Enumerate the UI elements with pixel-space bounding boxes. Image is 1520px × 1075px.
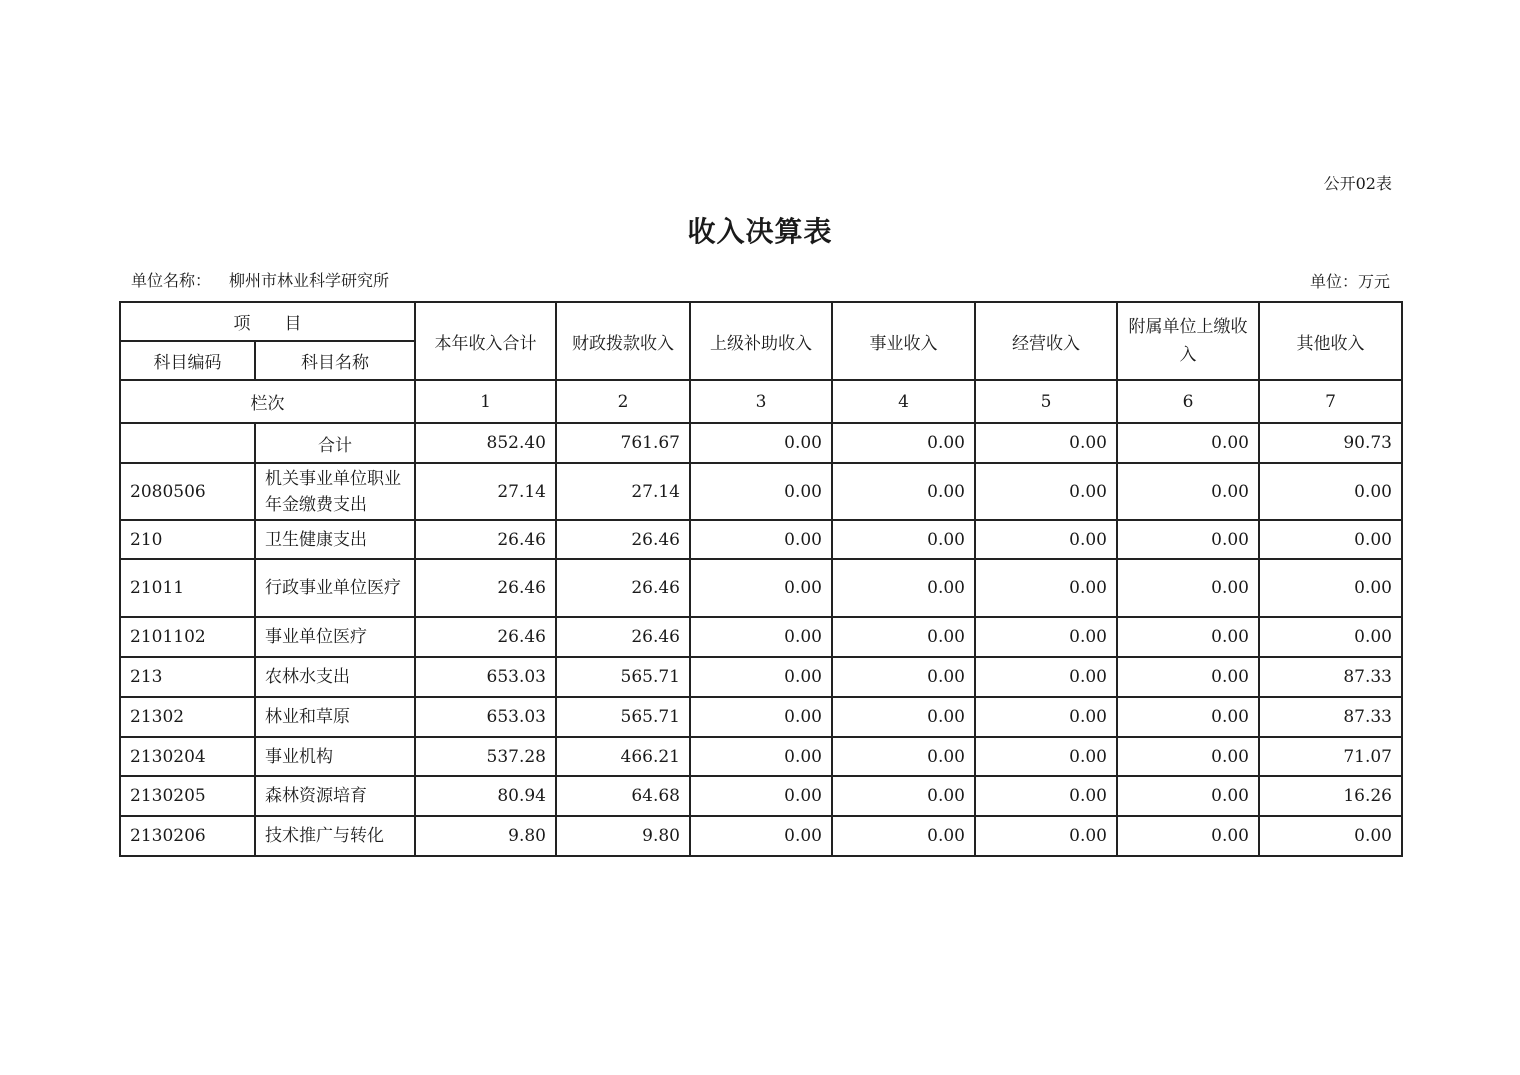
- row-code: 2101102: [120, 617, 255, 657]
- row-value: 0.00: [1117, 776, 1259, 816]
- table-row: [120, 737, 1402, 776]
- row-value: 26.46: [415, 559, 556, 617]
- row-name: 机关事业单位职业年金缴费支出: [255, 463, 415, 520]
- index-cell: 1: [415, 380, 556, 423]
- header-col: 财政拨款收入: [556, 302, 690, 380]
- row-value: 0.00: [690, 463, 832, 520]
- row-value: 466.21: [556, 737, 690, 776]
- row-code: 213: [120, 657, 255, 697]
- row-name: 森林资源培育: [255, 776, 415, 816]
- row-value: 80.94: [415, 776, 556, 816]
- row-value: 26.46: [415, 617, 556, 657]
- row-value: 0.00: [1259, 559, 1402, 617]
- total-label: 合计: [255, 423, 415, 463]
- row-value: 0.00: [975, 776, 1117, 816]
- row-value: 0.00: [1117, 463, 1259, 520]
- total-value: 0.00: [1117, 423, 1259, 463]
- header-col: 上级补助收入: [690, 302, 832, 380]
- row-value: 0.00: [690, 657, 832, 697]
- total-value: 0.00: [690, 423, 832, 463]
- header-col: 事业收入: [832, 302, 975, 380]
- row-value: 27.14: [415, 463, 556, 520]
- row-value: 0.00: [1259, 520, 1402, 559]
- row-value: 9.80: [415, 816, 556, 856]
- row-value: 26.46: [415, 520, 556, 559]
- row-name: 技术推广与转化: [255, 816, 415, 856]
- total-value: 761.67: [556, 423, 690, 463]
- row-value: 87.33: [1259, 697, 1402, 737]
- index-label: 栏次: [120, 380, 415, 423]
- row-value: 0.00: [832, 520, 975, 559]
- row-value: 16.26: [1259, 776, 1402, 816]
- table-row: [120, 657, 1402, 697]
- row-value: 0.00: [1117, 697, 1259, 737]
- unit-name-label: 单位名称：: [131, 271, 212, 290]
- header-name: 科目名称: [255, 341, 415, 380]
- total-value: 0.00: [975, 423, 1117, 463]
- row-value: 0.00: [1259, 617, 1402, 657]
- page-title: 收入决算表: [687, 215, 833, 248]
- row-value: 0.00: [832, 816, 975, 856]
- row-value: 26.46: [556, 559, 690, 617]
- row-value: 537.28: [415, 737, 556, 776]
- row-name: 行政事业单位医疗: [255, 559, 415, 617]
- row-value: 0.00: [975, 617, 1117, 657]
- row-value: 0.00: [1117, 657, 1259, 697]
- total-code-cell: [120, 423, 255, 463]
- row-value: 0.00: [975, 559, 1117, 617]
- row-value: 0.00: [832, 559, 975, 617]
- row-value: 0.00: [832, 776, 975, 816]
- row-value: 26.46: [556, 520, 690, 559]
- index-cell: 5: [975, 380, 1117, 423]
- index-cell: 2: [556, 380, 690, 423]
- row-value: 0.00: [1259, 816, 1402, 856]
- row-value: 0.00: [690, 816, 832, 856]
- row-value: 0.00: [1117, 559, 1259, 617]
- header-code: 科目编码: [120, 341, 255, 380]
- row-value: 0.00: [690, 737, 832, 776]
- header-row: [120, 302, 1402, 341]
- row-value: 26.46: [556, 617, 690, 657]
- row-value: 0.00: [690, 559, 832, 617]
- row-value: 0.00: [832, 697, 975, 737]
- header-col: 其他收入: [1259, 302, 1402, 380]
- row-code: 2130206: [120, 816, 255, 856]
- index-cell: 3: [690, 380, 832, 423]
- row-value: 9.80: [556, 816, 690, 856]
- row-value: 27.14: [556, 463, 690, 520]
- total-value: 852.40: [415, 423, 556, 463]
- table-row: [120, 520, 1402, 559]
- row-value: 0.00: [690, 776, 832, 816]
- index-cell: 4: [832, 380, 975, 423]
- index-cell: 7: [1259, 380, 1402, 423]
- table-row: [120, 776, 1402, 816]
- row-value: 0.00: [690, 697, 832, 737]
- row-value: 0.00: [832, 617, 975, 657]
- row-value: 0.00: [832, 463, 975, 520]
- row-value: 0.00: [975, 657, 1117, 697]
- header-col: 经营收入: [975, 302, 1117, 380]
- index-cell: 6: [1117, 380, 1259, 423]
- total-value: 0.00: [832, 423, 975, 463]
- row-value: 0.00: [832, 737, 975, 776]
- row-value: 565.71: [556, 657, 690, 697]
- row-name: 卫生健康支出: [255, 520, 415, 559]
- row-value: 0.00: [1117, 816, 1259, 856]
- row-value: 0.00: [975, 816, 1117, 856]
- row-value: 0.00: [1117, 520, 1259, 559]
- total-value: 90.73: [1259, 423, 1402, 463]
- row-value: 0.00: [1117, 737, 1259, 776]
- total-row: [120, 423, 1402, 463]
- table-row: [120, 816, 1402, 856]
- index-row: [120, 380, 1402, 423]
- row-value: 64.68: [556, 776, 690, 816]
- row-code: 2080506: [120, 463, 255, 520]
- row-name: 林业和草原: [255, 697, 415, 737]
- table-row: [120, 617, 1402, 657]
- row-value: 0.00: [975, 697, 1117, 737]
- header-col: 附属单位上缴收入: [1117, 302, 1259, 380]
- row-name: 事业单位医疗: [255, 617, 415, 657]
- income-table: [119, 301, 1403, 857]
- row-value: 71.07: [1259, 737, 1402, 776]
- row-code: 2130204: [120, 737, 255, 776]
- row-value: 0.00: [690, 617, 832, 657]
- unit-name: [131, 268, 389, 291]
- row-code: 21302: [120, 697, 255, 737]
- row-value: 0.00: [690, 520, 832, 559]
- row-value: 0.00: [975, 520, 1117, 559]
- row-code: 2130205: [120, 776, 255, 816]
- header-project: 项 目: [120, 302, 415, 341]
- row-value: 0.00: [1117, 617, 1259, 657]
- row-code: 21011: [120, 559, 255, 617]
- table-row: [120, 463, 1402, 520]
- header-col: 本年收入合计: [415, 302, 556, 380]
- table-row: [120, 559, 1402, 617]
- row-value: 87.33: [1259, 657, 1402, 697]
- row-code: 210: [120, 520, 255, 559]
- row-name: 事业机构: [255, 737, 415, 776]
- row-value: 0.00: [975, 463, 1117, 520]
- unit-name-value: 柳州市林业科学研究所: [229, 271, 390, 290]
- row-value: 653.03: [415, 657, 556, 697]
- currency-unit: 单位：万元: [1309, 272, 1390, 291]
- table-row: [120, 697, 1402, 737]
- row-value: 0.00: [832, 657, 975, 697]
- row-value: 653.03: [415, 697, 556, 737]
- row-value: 565.71: [556, 697, 690, 737]
- row-name: 农林水支出: [255, 657, 415, 697]
- row-value: 0.00: [1259, 463, 1402, 520]
- row-value: 0.00: [975, 737, 1117, 776]
- form-code: 公开02表: [1323, 174, 1392, 193]
